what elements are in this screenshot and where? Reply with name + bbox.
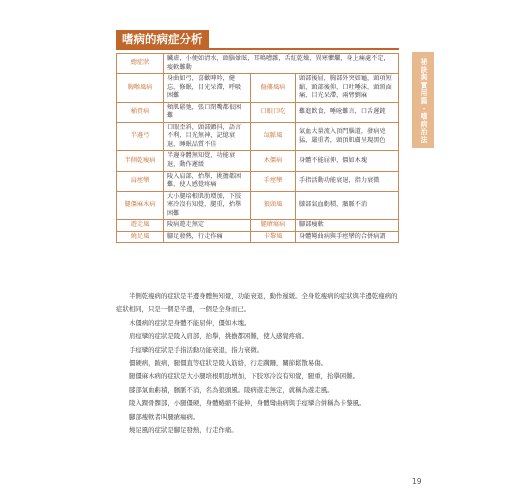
symptom-name-cell: 腿瘡瘍病 xyxy=(251,220,296,232)
symptom-name-cell: 半邊弓 xyxy=(117,122,164,151)
page-number: 19 xyxy=(412,477,422,486)
symptom-description-cell: 身曲如弓，喜歡呻吟，健忘，修眠，目光呆滯，呼吸困難 xyxy=(164,74,251,103)
symptom-name-cell: 燒足風 xyxy=(117,231,164,243)
symptom-name-cell: 半側乾瘦病 xyxy=(117,151,164,171)
symptom-description-cell: 腳足發熱，行走作痛 xyxy=(164,231,251,243)
symptom-description-cell: 臟虛，小便如清水，頭腦暈眩，耳鳴嘈雜，舌紅乾燥，異寒懼爛，身上痛處不定，痠軟難動 xyxy=(164,54,399,74)
symptom-description-cell: 口眼歪斜，頭部顫抖，語言不利，目光無神，記憶衰退，睡眠品質不佳 xyxy=(164,122,251,151)
symptom-name-cell: 總症狀 xyxy=(117,54,164,74)
symptom-name-cell: 傴僂風病 xyxy=(251,74,296,103)
symptom-description-cell: 大小腿培根肌肋增加，下肢寒冷沒有知覺，腿重，抬擧困難 xyxy=(164,191,251,220)
table-row xyxy=(117,122,399,151)
body-paragraph: 木僵病的症狀是身體不能屈伸，僵如木塊。 xyxy=(129,318,251,327)
table-row xyxy=(117,54,399,74)
symptom-description-cell: 陵病遊走無定 xyxy=(164,220,251,232)
section-title-rule xyxy=(116,48,399,50)
body-paragraph: 肩痙攣的症狀是陵入肩部，抬擧，挑擔都困難，使人感覺疼痛。 xyxy=(129,332,308,341)
symptom-table xyxy=(116,53,399,243)
table-row xyxy=(117,151,399,171)
symptom-description-cell: 頰肌鬆弛，張口閉嘴都很困難 xyxy=(164,102,251,122)
symptom-name-cell: 胸喉風病 xyxy=(117,74,164,103)
symptom-name-cell: 口眼口吃 xyxy=(251,102,296,122)
body-paragraph: 手痙攣的症狀是手指活動功能衰退，指力衰微。 xyxy=(129,345,264,354)
body-text xyxy=(116,290,400,437)
body-paragraph: 半側乾瘦病的症狀是半邊身體無知覺，功能衰退，動作遲緩。全身乾瘦病的症狀與半邊乾瘦病的症狀相同，只是一個是半邊，一個是全身而已。 xyxy=(116,292,398,314)
symptom-description-cell: 頭部後屈，胸部外突如龜，頭項短縮，頭部後仰，口吐唾沫，頭頸面痛，目光呆滯，兩臂劉麻 xyxy=(296,74,399,103)
table-row xyxy=(117,231,399,243)
symptom-description-cell: 難進飲食，唾呛難言，口舌遲鈍 xyxy=(296,102,399,122)
symptom-name-cell: 木僵病 xyxy=(251,151,296,171)
symptom-name-cell: 氙脈風 xyxy=(251,122,296,151)
body-paragraph: 燒足風的症狀是腳足發熱，行走作痛。 xyxy=(129,426,238,435)
table-row xyxy=(117,102,399,122)
symptom-description-cell: 陵入肩部，抬擧，挑擔都困難，使人感覺疼痛 xyxy=(164,171,251,191)
symptom-name-cell: 腿僵麻木病 xyxy=(117,191,164,220)
section-title: 嗜病的病症分析 xyxy=(116,30,209,48)
symptom-name-cell: 桶賁病 xyxy=(117,102,164,122)
symptom-description-cell: 身體不能屈伸，僵如木塊 xyxy=(296,151,399,171)
symptom-description-cell: 氣血大量流入頂門腦道，發病兇猛，嚴重者，頭頂肌膚呈現黑色 xyxy=(296,122,399,151)
symptom-description-cell: 身體彎曲病與手痙攣的合併病謂 xyxy=(296,231,399,243)
symptom-name-cell: 卡黎風 xyxy=(251,231,296,243)
chapter-side-tab xyxy=(412,52,434,148)
symptom-name-cell: 遊走風 xyxy=(117,220,164,232)
symptom-name-cell: 手痙攣 xyxy=(251,171,296,191)
symptom-description-cell: 半邊身體無知覺，功能衰退，動作遲緩 xyxy=(164,151,251,171)
body-paragraph: 腳部瘦軟者叫腿瘡瘍病。 xyxy=(129,412,200,421)
symptom-name-cell: 肩痙攣 xyxy=(117,171,164,191)
chapter-side-tab-label: 祕訣與實用篇・嗜病治法 xyxy=(419,58,427,144)
table-row xyxy=(117,191,399,220)
body-paragraph: 陵入踝骨髁部，小腿僵硬，身體蜷縮不能伸，身體彎曲病與手痙攣合併稱為卡黎風。 xyxy=(129,399,366,408)
symptom-description-cell: 腳部瘦軟 xyxy=(296,220,399,232)
symptom-name-cell: 狼頭風 xyxy=(251,191,296,220)
body-paragraph: 腿僵麻木病的症狀是大小腿培根肌肋增加，下肢寒冷沒有知覺，腿重，抬擧困難。 xyxy=(129,372,360,381)
symptom-description-cell: 膝部氣血虧積，臏脈不消 xyxy=(296,191,399,220)
table-row xyxy=(117,220,399,232)
table-row xyxy=(117,171,399,191)
body-paragraph: 僵硬病，跛病，腿僵直等症狀是陵入筋絡，行走蹒跚，關節鬆散易傷。 xyxy=(129,359,328,368)
table-row xyxy=(117,74,399,103)
body-paragraph: 膝部氣血虧積，臏脈不消，名為狼頭風。陵病遊走無定，就稱為遊走風。 xyxy=(129,385,334,394)
symptom-description-cell: 手指活動功能衰退，指力衰微 xyxy=(296,171,399,191)
